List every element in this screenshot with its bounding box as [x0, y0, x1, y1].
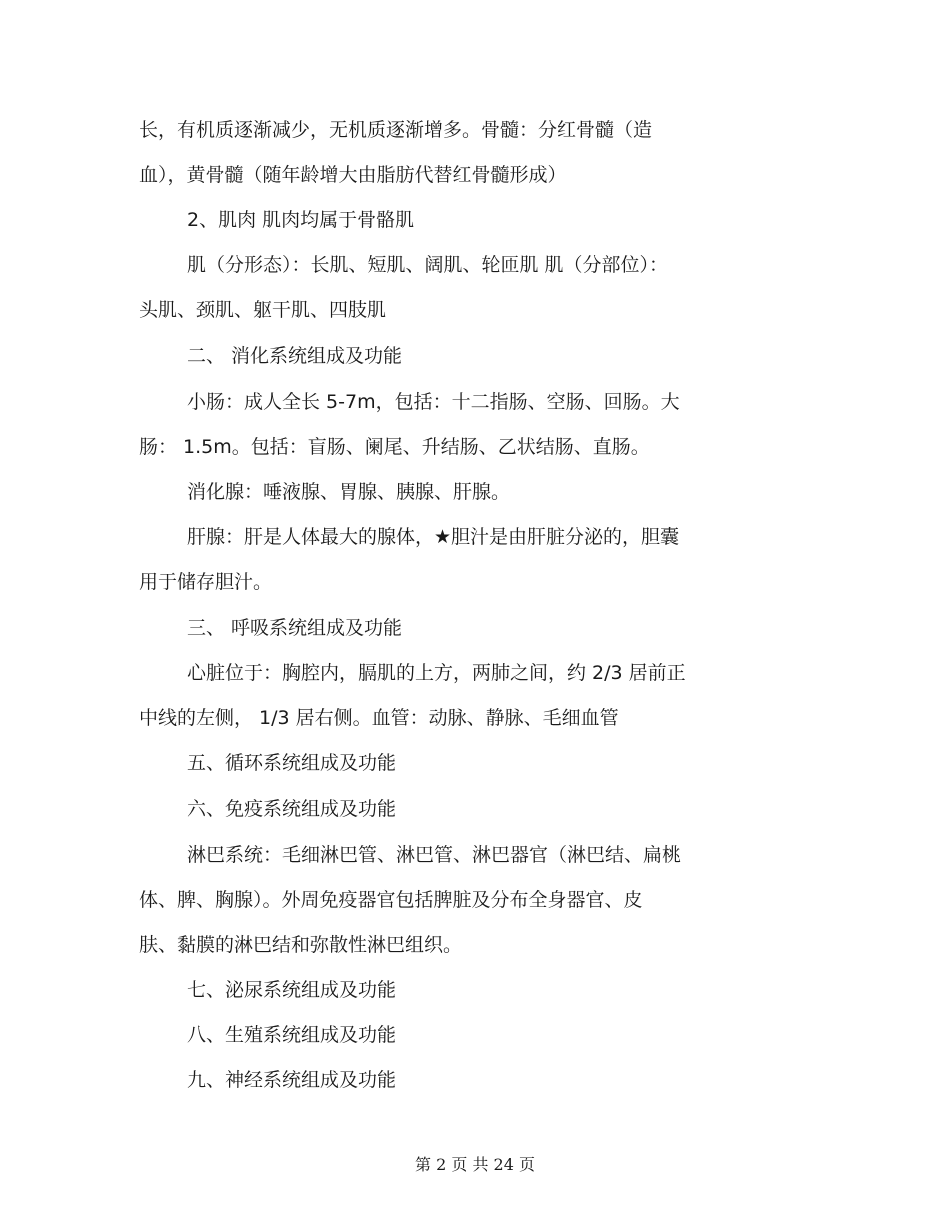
text-line: 用于储存胆汁。: [139, 571, 273, 593]
text-line: 长，有机质逐渐减少，无机质逐渐增多。骨髓：分红骨髓（造: [139, 119, 653, 141]
text-line: 中线的左侧， 1/3 居右侧。血管：动脉、静脉、毛细血管: [139, 707, 619, 729]
section-heading: 七、泌尿系统组成及功能: [187, 979, 397, 1001]
text-line: 小肠：成人全长 5-7m，包括：十二指肠、空肠、回肠。大: [187, 391, 680, 413]
section-heading: 三、 呼吸系统组成及功能: [187, 617, 403, 639]
section-heading: 二、 消化系统组成及功能: [187, 345, 403, 367]
text-line: 肝腺：肝是人体最大的腺体，★胆汁是由肝脏分泌的，胆囊: [187, 526, 680, 548]
text-line: 肤、黏膜的淋巴结和弥散性淋巴组织。: [139, 934, 463, 956]
text-line: 心脏位于：胸腔内，膈肌的上方，两肺之间，约 2/3 居前正: [187, 662, 686, 684]
text-line: 淋巴系统：毛细淋巴管、淋巴管、淋巴器官（淋巴结、扁桃: [187, 844, 682, 866]
text-line: 体、脾、胸腺）。外周免疫器官包括脾脏及分布全身器官、皮: [139, 889, 643, 911]
text-line: 血），黄骨髓（随年龄增大由脂肪代替红骨髓形成）: [139, 164, 567, 186]
text-line: 消化腺：唾液腺、胃腺、胰腺、肝腺。: [187, 481, 511, 503]
text-line: 头肌、颈肌、躯干肌、四肢肌: [139, 299, 387, 321]
section-heading: 九、神经系统组成及功能: [187, 1069, 397, 1091]
text-line: 2、肌肉 肌肉均属于骨骼肌: [187, 209, 415, 231]
text-line: 肠： 1.5m。包括：盲肠、阑尾、升结肠、乙状结肠、直肠。: [139, 436, 650, 458]
section-heading: 六、免疫系统组成及功能: [187, 798, 397, 820]
page-number-footer: 第 2 页 共 24 页: [415, 1155, 535, 1174]
section-heading: 五、循环系统组成及功能: [187, 752, 397, 774]
section-heading: 八、生殖系统组成及功能: [187, 1024, 397, 1046]
text-line: 肌（分形态）：长肌、短肌、阔肌、轮匝肌 肌（分部位）：: [187, 254, 669, 276]
